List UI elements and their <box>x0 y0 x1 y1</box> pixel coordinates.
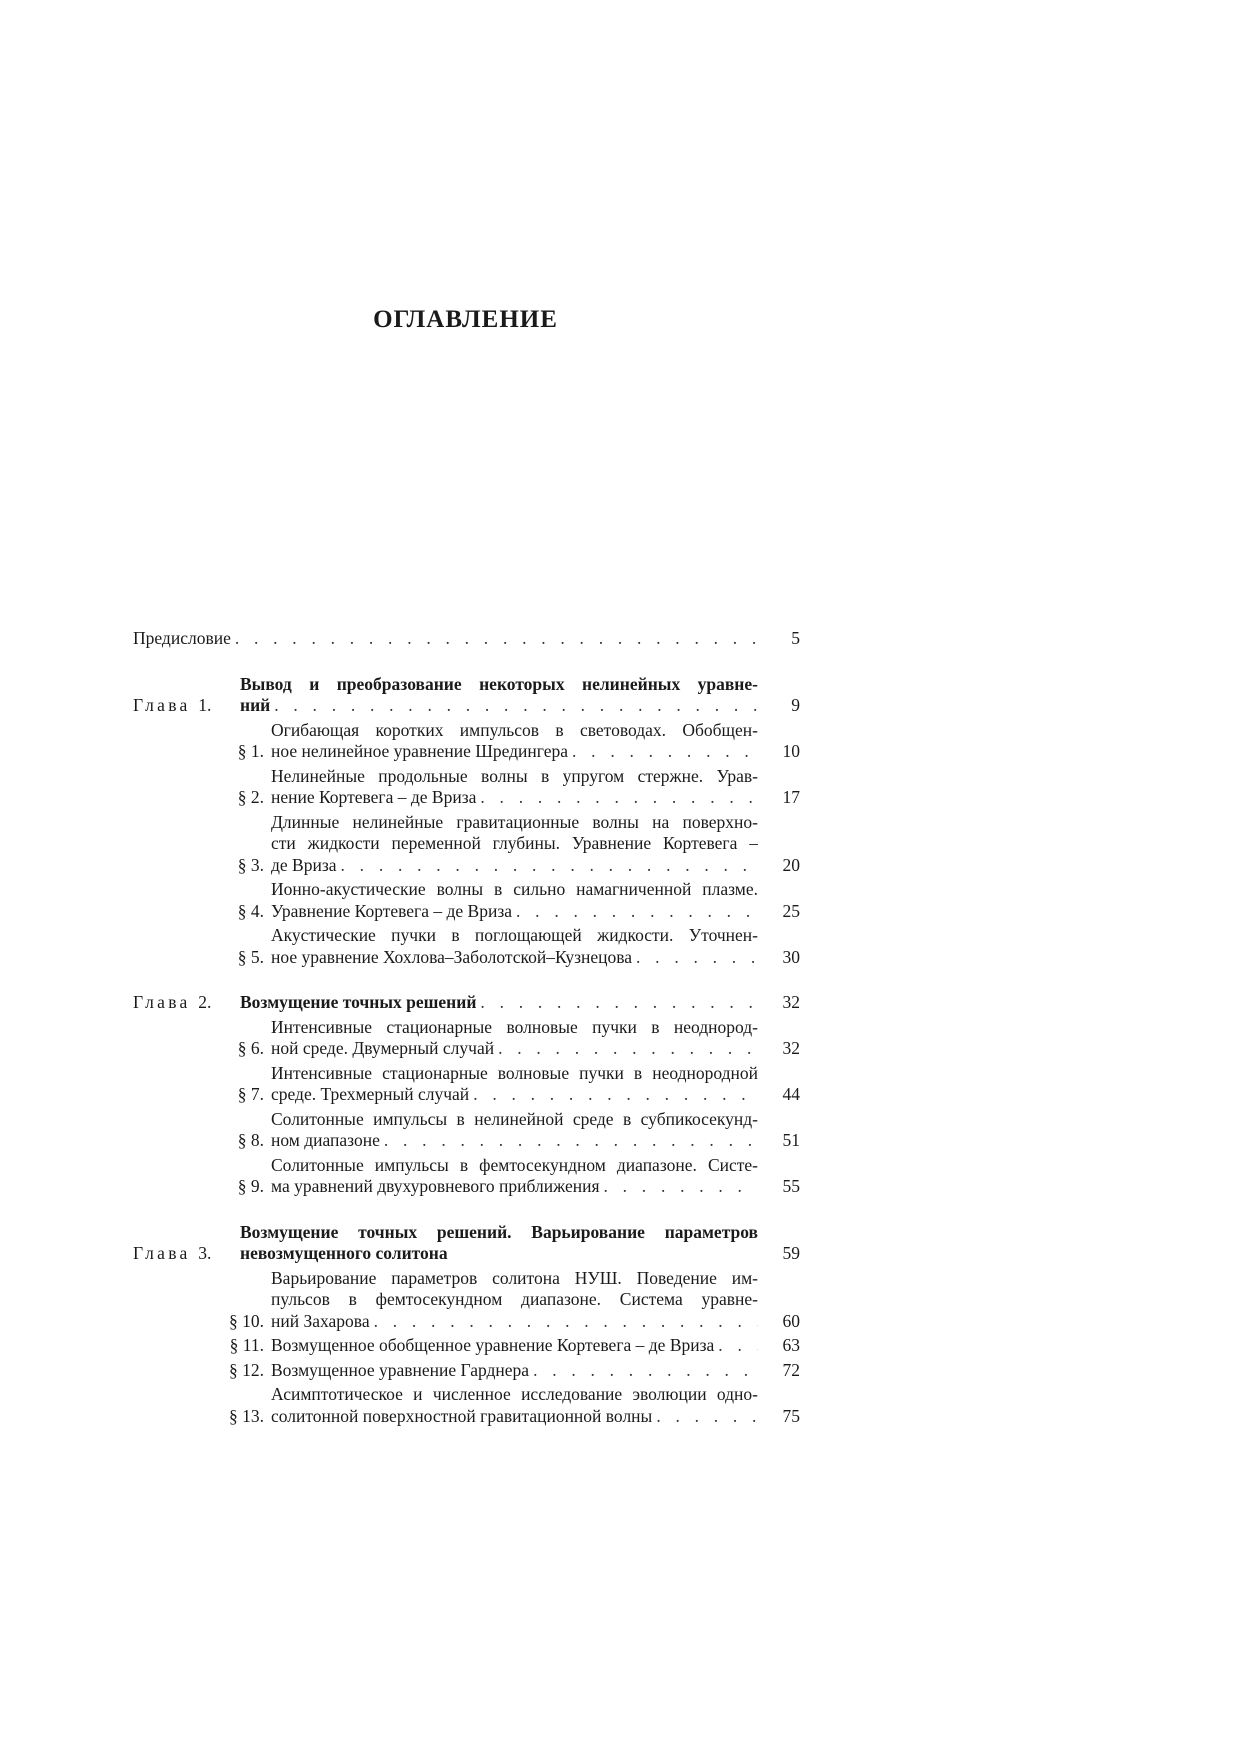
page-number: 20 <box>782 854 800 875</box>
toc-section-12[interactable] <box>133 1360 800 1382</box>
dot-leader <box>512 901 758 923</box>
page-number: 60 <box>782 1310 800 1331</box>
section-title-line: Солитонные импульсы в фемтосекундном диапазоне. Систе- <box>271 1154 758 1175</box>
preface-label: Предисловие <box>133 628 231 648</box>
dot-leader <box>231 628 758 650</box>
chapter-title-line: Вывод и преобразование некоторых нелинейных уравне- <box>240 673 758 694</box>
page-number: 9 <box>791 695 800 715</box>
section-number: § 7. <box>237 1084 264 1104</box>
table-of-contents <box>133 628 800 1427</box>
section-title-line: Интенсивные стационарные волновые пучки в неоднородной <box>271 1062 758 1083</box>
page-number: 5 <box>791 628 800 648</box>
page-number: 17 <box>782 787 800 807</box>
section-number: § 12. <box>229 1359 264 1380</box>
section-number: § 13. <box>229 1405 264 1426</box>
toc-chapter-1[interactable] <box>133 674 800 717</box>
dot-leader <box>600 1176 759 1198</box>
dot-leader <box>652 1406 758 1428</box>
section-title-line: ний Захарова <box>271 1310 370 1331</box>
dot-leader <box>270 695 758 717</box>
chapter-title-line: ний <box>240 695 271 715</box>
section-title-line: Солитонные импульсы в нелинейной среде в субпикосекунд- <box>271 1108 758 1129</box>
section-title-line: ном диапазоне <box>271 1130 380 1150</box>
section-title-line: солитонной поверхностной гравитационной волны <box>271 1405 653 1426</box>
toc-chapter-2[interactable] <box>133 992 800 1014</box>
dot-leader <box>469 1084 758 1106</box>
toc-section-3[interactable] <box>133 812 800 877</box>
toc-section-8[interactable] <box>133 1109 800 1152</box>
chapter-title-line: Возмущение точных решений. Варьирование параметров <box>240 1221 758 1242</box>
page-number: 32 <box>782 1038 800 1058</box>
toc-section-13[interactable] <box>133 1384 800 1427</box>
section-title-line: ное уравнение Хохлова–Заболотской–Кузнецова <box>271 946 633 967</box>
chapter-label: Глава 3. <box>133 1243 212 1263</box>
toc-section-6[interactable] <box>133 1017 800 1060</box>
section-title-line: нение Кортевега – де Вриза <box>271 787 477 807</box>
section-title-line: ма уравнений двухуровневого приближения <box>271 1176 600 1196</box>
toc-section-1[interactable] <box>133 720 800 763</box>
page-number: 32 <box>782 992 800 1012</box>
section-title-line: сти жидкости переменной глубины. Уравнение Кортевега – <box>271 833 758 853</box>
page-number: 44 <box>782 1084 800 1104</box>
section-number: § 9. <box>237 1176 264 1196</box>
section-number: § 10. <box>229 1310 264 1331</box>
section-title-line: ное нелинейное уравнение Шредингера <box>271 741 569 761</box>
toc-chapter-3[interactable] <box>133 1222 800 1265</box>
section-title-line: Огибающая коротких импульсов в световодах. Обобщен- <box>271 719 758 740</box>
page-number: 72 <box>782 1359 800 1380</box>
toc-section-9[interactable] <box>133 1155 800 1198</box>
section-title-line: Акустические пучки в поглощающей жидкости. Уточнен- <box>271 925 758 945</box>
page-number: 59 <box>782 1243 800 1263</box>
section-title-line: Возмущенное обобщенное уравнение Кортевега – де Вриза <box>271 1335 715 1355</box>
chapter-label: Глава 1. <box>133 695 212 715</box>
section-title-line: Нелинейные продольные волны в упругом стержне. Урав- <box>271 765 758 786</box>
section-number: § 3. <box>237 854 264 875</box>
dot-leader <box>529 1360 758 1382</box>
chapter-title-line: невозмущенного солитона <box>240 1243 448 1263</box>
page-number: 75 <box>782 1405 800 1426</box>
page-number: 63 <box>782 1335 800 1355</box>
toc-section-4[interactable] <box>133 879 800 922</box>
section-title-line: Варьирование параметров солитона НУШ. Поведение им- <box>271 1267 758 1288</box>
section-title-line: Интенсивные стационарные волновые пучки в неоднород- <box>271 1016 758 1037</box>
section-title-line: ной среде. Двумерный случай <box>271 1038 495 1058</box>
toc-section-10[interactable] <box>133 1268 800 1333</box>
toc-section-2[interactable] <box>133 766 800 809</box>
chapter-title-line: Возмущение точных решений <box>240 992 477 1012</box>
section-title-line: Возмущенное уравнение Гарднера <box>271 1359 530 1380</box>
dot-leader <box>476 992 758 1014</box>
section-number: § 11. <box>229 1335 264 1355</box>
page-number: 55 <box>782 1176 800 1196</box>
section-title-line: Ионно-акустические волны в сильно намагниченной плазме. <box>271 879 758 899</box>
section-title-line: пульсов в фемтосекундном диапазоне. Система уравне- <box>271 1289 758 1309</box>
page-number: 10 <box>782 741 800 761</box>
dot-leader <box>337 855 758 877</box>
dot-leader <box>714 1335 758 1357</box>
toc-section-7[interactable] <box>133 1063 800 1106</box>
section-number: § 8. <box>237 1130 264 1150</box>
section-number: § 2. <box>237 787 264 807</box>
page-number: 30 <box>782 946 800 967</box>
dot-leader <box>568 741 758 763</box>
section-title-line: среде. Трехмерный случай <box>271 1084 470 1104</box>
section-number: § 6. <box>237 1038 264 1058</box>
page-title: ОГЛАВЛЕНИЕ <box>373 306 558 333</box>
toc-entry-preface[interactable] <box>133 628 800 650</box>
toc-section-11[interactable] <box>133 1335 800 1357</box>
section-title-line: Уравнение Кортевега – де Вриза <box>271 900 513 921</box>
section-title-line: Длинные нелинейные гравитационные волны на поверхно- <box>271 811 758 832</box>
section-title-line: Асимптотическое и численное исследование эволюции одно- <box>271 1384 758 1404</box>
section-title-line: де Вриза <box>271 854 337 875</box>
page-number: 25 <box>782 900 800 921</box>
toc-section-5[interactable] <box>133 925 800 968</box>
dot-leader <box>476 787 758 809</box>
section-number: § 4. <box>237 900 264 921</box>
page-number: 51 <box>782 1130 800 1150</box>
chapter-label: Глава 2. <box>133 992 212 1012</box>
dot-leader <box>380 1130 758 1152</box>
dot-leader <box>494 1038 758 1060</box>
section-number: § 5. <box>237 946 264 967</box>
dot-leader <box>370 1311 758 1333</box>
dot-leader <box>632 947 758 969</box>
section-number: § 1. <box>237 741 264 761</box>
